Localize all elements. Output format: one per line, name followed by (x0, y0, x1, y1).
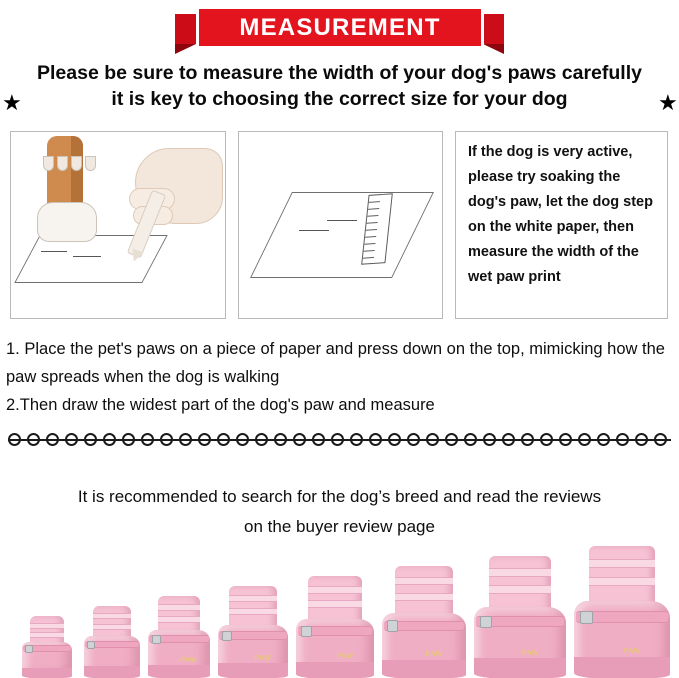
dog-boot (382, 566, 466, 678)
boot-sole (218, 663, 288, 678)
star-icon-right: ★ (658, 90, 678, 115)
boot-buckle (152, 635, 161, 644)
boot-logo: PAW (623, 648, 641, 655)
panel-row (10, 131, 670, 319)
measure-step-1: 1. Place the pet's paws on a piece of paper and press down on the top, mimicking how the paw spreads when the dog is walking (6, 340, 665, 386)
boot-stripe (158, 604, 200, 611)
boot-stripe (395, 593, 452, 601)
dog-boot (84, 606, 140, 678)
pencil-mark (299, 230, 329, 231)
boot-sole (84, 666, 140, 678)
boot-buckle (301, 626, 312, 637)
banner (196, 6, 484, 49)
boot-sole (22, 668, 72, 678)
boot-stripe (30, 623, 64, 629)
boot-stripe (229, 595, 277, 602)
active-dog-note-text: If the dog is very active, please try soaking the dog's paw, let the dog step on the white paper, then measure the width of the wet paw print (468, 144, 653, 285)
measure-step-2: 2.Then draw the widest part of the dog's paw and measure (6, 396, 435, 414)
page-heading (0, 60, 679, 115)
pencil-mark (73, 256, 101, 257)
boot-stripe (308, 600, 361, 608)
banner-title: MEASUREMENT (239, 13, 441, 41)
paw-toe (85, 156, 96, 171)
boot-stripe (489, 585, 552, 594)
boot-shaft (158, 596, 200, 634)
boot-buckle (25, 645, 33, 653)
dog-paw (37, 202, 97, 242)
boot-logo: PAW (521, 650, 539, 657)
boot-shaft (489, 556, 552, 611)
boot-logo: PAW (425, 651, 443, 658)
boot-stripe (489, 568, 552, 577)
dog-boot (148, 596, 210, 678)
illustration-paw-trace (10, 131, 226, 319)
recommendation-line-1: It is recommended to search for the dog’s breed and read the reviews (77, 487, 602, 506)
paw-toe (57, 156, 68, 171)
boot-logo: PAW (180, 657, 198, 664)
boot-logo: PAW (336, 653, 354, 660)
measure-steps (6, 335, 678, 419)
dog-boot (574, 546, 670, 678)
dog-leg-shading (71, 136, 83, 208)
pencil-mark (327, 220, 357, 221)
heading-line-2: it is key to choosing the correct size for your dog (111, 88, 568, 110)
boot-stripe (589, 559, 654, 568)
boot-stripe (229, 608, 277, 615)
boot-stripe (308, 586, 361, 594)
boot-shaft (93, 606, 131, 640)
boot-buckle (222, 631, 232, 641)
recommendation-text (0, 482, 679, 542)
boot-sole (574, 657, 670, 678)
boot-stripe (589, 577, 654, 586)
paper-sheet (250, 192, 434, 278)
heading-line-1: Please be sure to measure the width of your dog's paws carefully (37, 62, 642, 84)
pencil-mark (41, 251, 67, 252)
boot-buckle (387, 620, 398, 632)
boot-sole (474, 658, 566, 678)
boot-buckle (480, 616, 492, 628)
dog-boot (296, 576, 374, 678)
boot-shaft (395, 566, 452, 617)
boot-stripe (395, 577, 452, 585)
banner-area (0, 6, 679, 52)
boot-sole (382, 660, 466, 678)
chain-divider (8, 432, 671, 448)
boot-sole (296, 662, 374, 678)
boot-sole (148, 665, 210, 678)
star-icon-left: ★ (2, 90, 22, 115)
active-dog-note (455, 131, 668, 319)
boot-stripe (93, 624, 131, 630)
paw-trace-art (11, 132, 225, 318)
paw-toe (43, 156, 54, 171)
dog-boot (218, 586, 288, 678)
illustration-ruler-measure (238, 131, 443, 319)
boot-logo: PAW (254, 655, 272, 662)
recommendation-line-2: on the buyer review page (244, 517, 435, 536)
boot-shaft (589, 546, 654, 605)
dog-boot (474, 556, 566, 678)
dog-boot (22, 616, 72, 678)
boot-stripe (93, 613, 131, 619)
boot-buckle (87, 641, 95, 649)
boot-size-row (0, 540, 679, 678)
paw-toe (71, 156, 82, 171)
boot-stripe (30, 632, 64, 638)
boot-buckle (580, 611, 593, 624)
boot-stripe (158, 616, 200, 623)
